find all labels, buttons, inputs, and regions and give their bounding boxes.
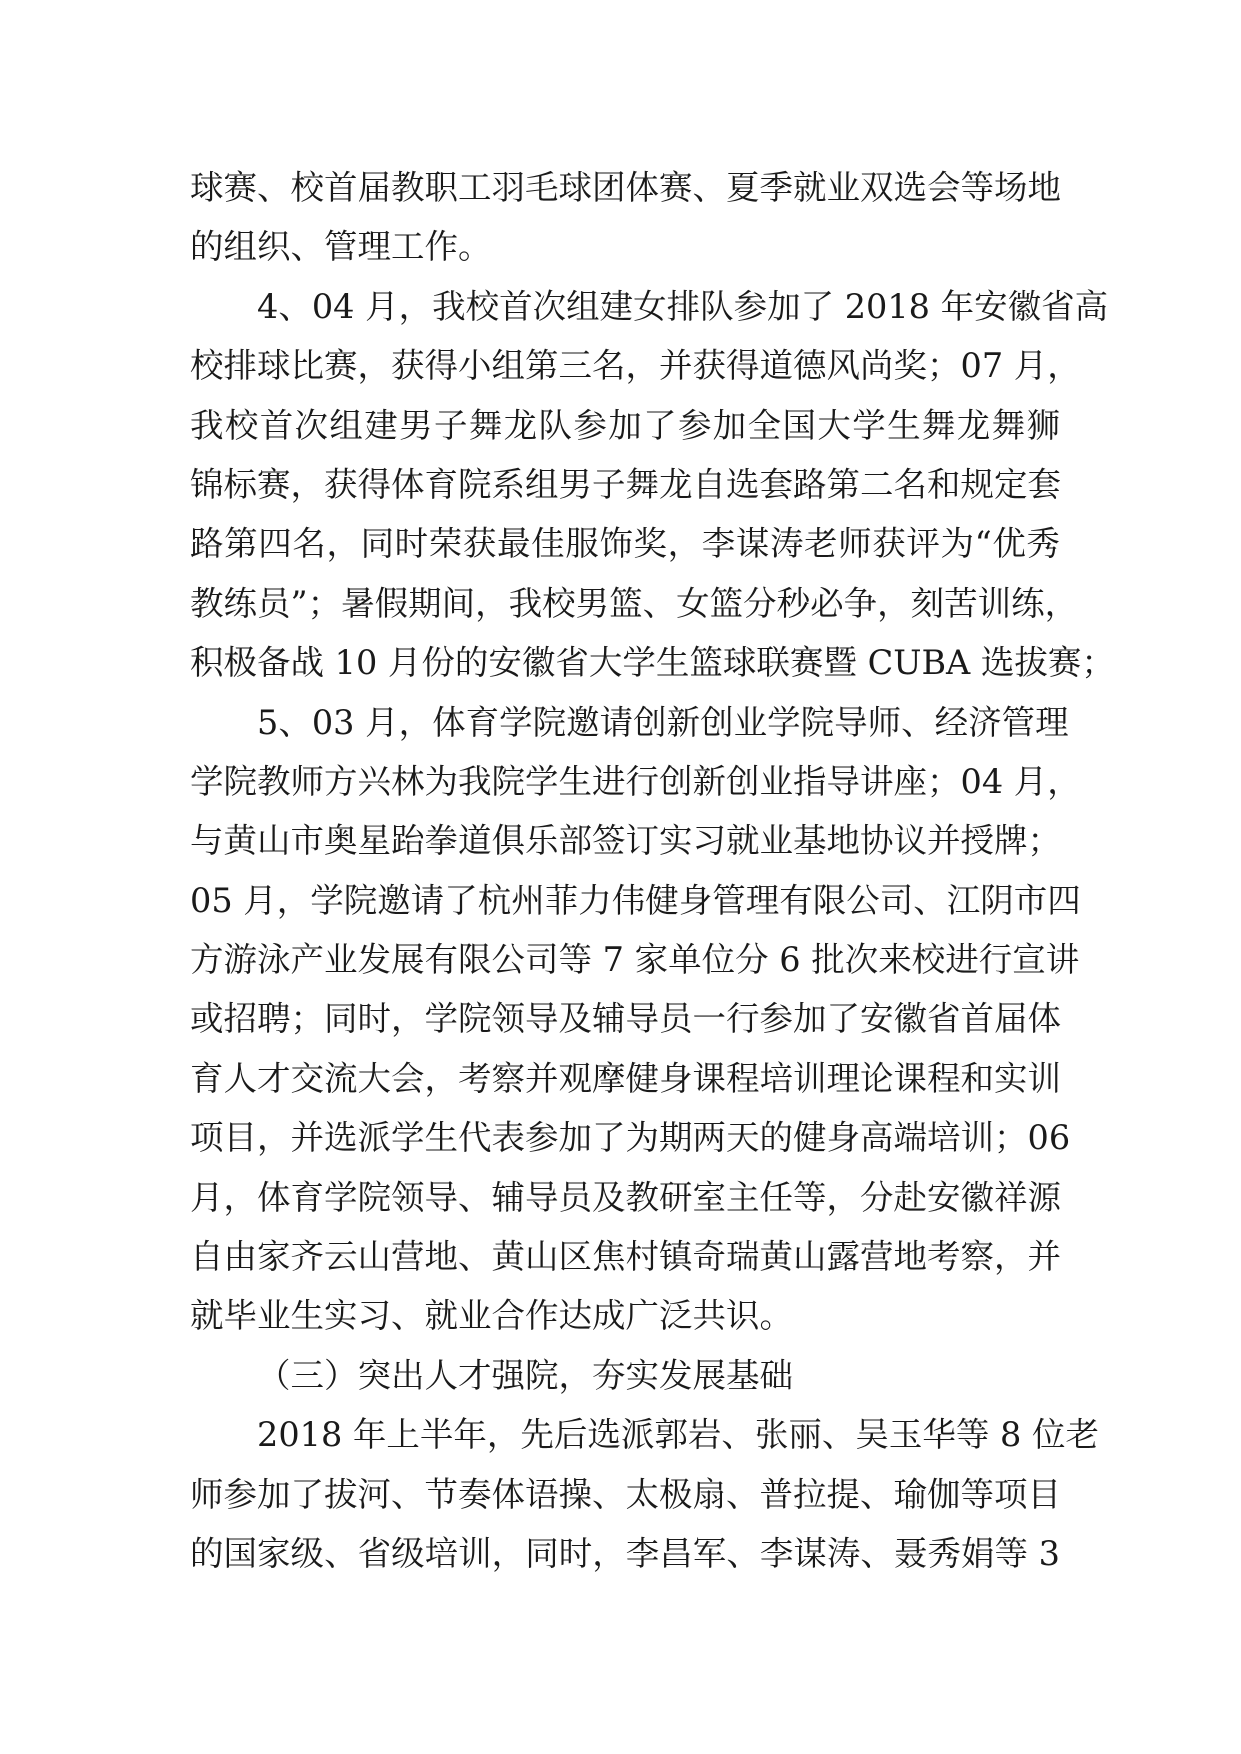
text-line: 4、04 月，我校首次组建女排队参加了 2018 年安徽省高: [257, 286, 1109, 326]
text-line: 学院教师方兴林为我院学生进行创新创业指导讲座；04 月，: [190, 761, 1081, 801]
paragraph-talent: [190, 1405, 1100, 1583]
text-line: 的组织、管理工作。: [190, 227, 492, 267]
text-line: 与黄山市奥星跆拳道俱乐部签订实习就业基地协议并授牌；: [190, 821, 1061, 861]
text-line: 项目，并选派学生代表参加了为期两天的健身高端培训；06: [190, 1118, 1071, 1158]
text-line: 我校首次组建男子舞龙队参加了参加全国大学生舞龙舞狮: [190, 405, 1060, 445]
text-line: 05 月，学院邀请了杭州菲力伟健身管理有限公司、江阴市四: [190, 880, 1081, 920]
text-line: 5、03 月，体育学院邀请创新创业学院导师、经济管理: [257, 702, 1069, 742]
text-line: 校排球比赛，获得小组第三名，并获得道德风尚奖；07 月，: [190, 346, 1081, 386]
text-line: 就毕业生实习、就业合作达成广泛共识。: [190, 1296, 793, 1336]
section-heading-text: （三）突出人才强院，夯实发展基础: [257, 1355, 793, 1395]
text-line: 或招聘；同时，学院领导及辅导员一行参加了安徽省首届体: [190, 999, 1061, 1039]
text-line: 路第四名，同时荣获最佳服饰奖，李谋涛老师获评为“优秀: [190, 524, 1060, 564]
section-heading: [190, 1346, 1060, 1405]
paragraph-item-5: [190, 693, 1081, 1346]
text-line: 的国家级、省级培训，同时，李昌军、李谋涛、聂秀娟等 3: [190, 1533, 1060, 1573]
text-line: 2018 年上半年，先后选派郭岩、张丽、吴玉华等 8 位老: [257, 1415, 1100, 1455]
text-line: 月，体育学院领导、辅导员及教研室主任等，分赴安徽祥源: [190, 1177, 1061, 1217]
text-line: 球赛、校首届教职工羽毛球团体赛、夏季就业双选会等场地: [190, 168, 1061, 207]
paragraph-item-4: [190, 277, 1115, 693]
text-line: 自由家齐云山营地、黄山区焦村镇奇瑞黄山露营地考察，并: [190, 1237, 1061, 1277]
text-line: 教练员”；暑假期间，我校男篮、女篮分秒必争，刻苦训练，: [190, 583, 1079, 623]
text-line: 方游泳产业发展有限公司等 7 家单位分 6 批次来校进行宣讲: [190, 940, 1080, 980]
paragraph-continuation: [190, 158, 1060, 277]
text-line: 育人才交流大会，考察并观摩健身课程培训理论课程和实训: [190, 1058, 1061, 1098]
text-line: 锦标赛，获得体育院系组男子舞龙自选套路第二名和规定套: [190, 464, 1061, 504]
text-line: 师参加了拔河、节奏体语操、太极扇、普拉提、瑜伽等项目: [190, 1474, 1061, 1514]
text-line: 积极备战 10 月份的安徽省大学生篮球联赛暨 CUBA 选拔赛；: [190, 643, 1115, 683]
document-body: [190, 158, 1115, 1583]
